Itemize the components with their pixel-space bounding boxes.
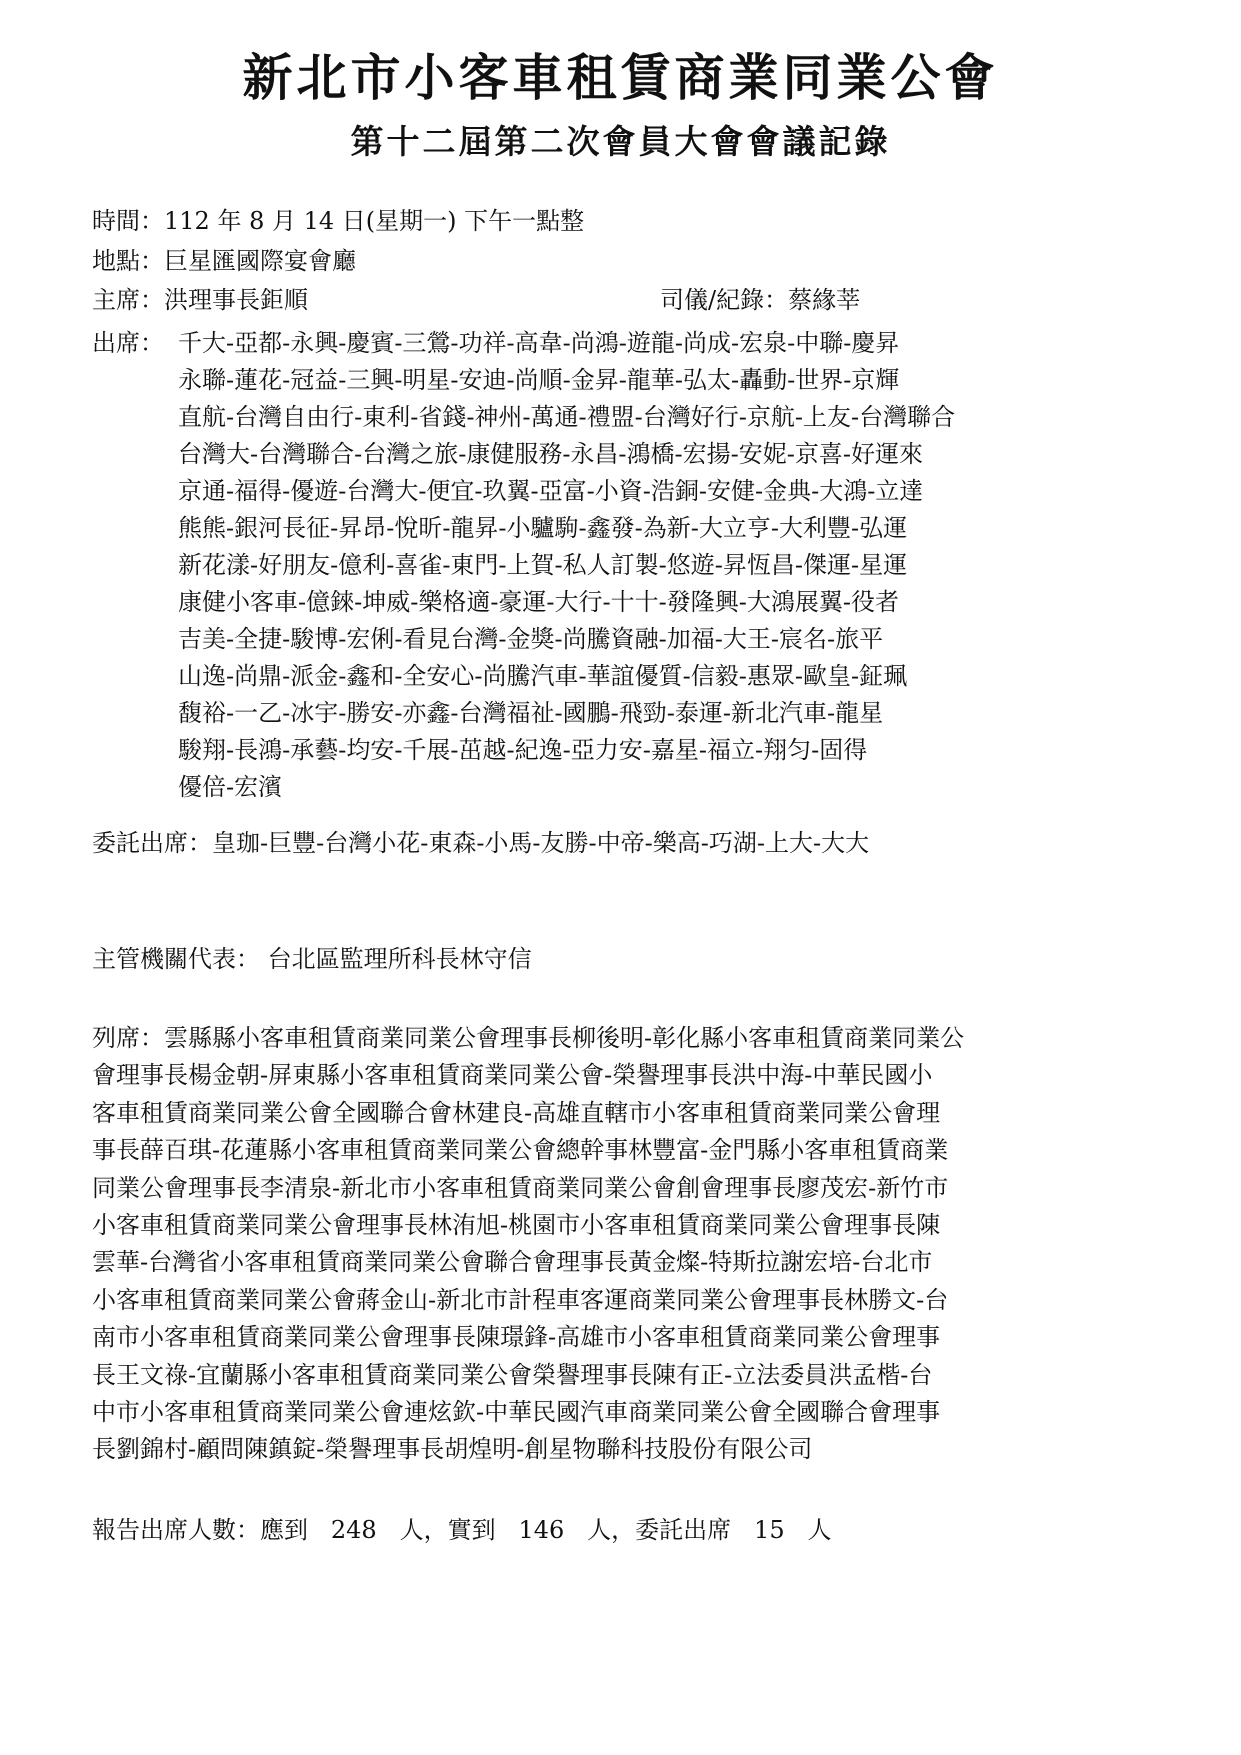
- attendance-line: 千大-亞都-永興-慶賓-三鶯-功祥-高韋-尚鴻-遊龍-尚成-宏泉-中聯-慶昇: [178, 329, 900, 357]
- attendance-line: 山逸-尚鼎-派金-鑫和-全安心-尚騰汽車-華誼優質-信毅-惠眾-歐皇-鉦珮: [178, 662, 908, 690]
- attendance-line: 優倍-宏濱: [178, 773, 283, 801]
- attendance-line: 京通-福得-優遊-台灣大-便宜-玖翼-亞富-小資-浩銅-安健-金典-大鴻-立達: [178, 477, 924, 505]
- observers-list: [92, 1020, 1152, 1469]
- attendance-label: 出席：: [92, 329, 164, 357]
- attendance-line: 馥裕-一乙-冰宇-勝安-亦鑫-台灣福祉-國鵬-飛勁-泰運-新北汽車-龍星: [178, 699, 884, 727]
- place-value: 巨星匯國際宴會廳: [164, 247, 356, 275]
- observer-line: 長劉錦村-顧問陳鎮錠-榮譽理事長胡煌明-創星物聯科技股份有限公司: [92, 1435, 813, 1464]
- observer-line: 小客車租賃商業同業公會理事長林洧旭-桃園市小客車租賃商業同業公會理事長陳: [92, 1211, 941, 1240]
- observer-line: 會理事長楊金朝-屏東縣小客車租賃商業同業公會-榮譽理事長洪中海-中華民國小: [92, 1061, 933, 1090]
- attendance-line: 駿翔-長鴻-承藝-均安-千展-茁越-紀逸-亞力安-嘉星-福立-翔匀-固得: [178, 736, 868, 764]
- attendance-count: 報告出席人數：應到 248 人，實到 146 人，委託出席 15 人: [92, 1516, 832, 1544]
- observer-line: 列席：雲縣縣小客車租賃商業同業公會理事長柳後明-彰化縣小客車租賃商業同業公: [92, 1024, 965, 1052]
- attendance-line: 熊熊-銀河長征-昇昂-悅昕-龍昇-小驢駒-鑫發-為新-大立亨-大利豐-弘運: [178, 514, 908, 542]
- chair-row: 主席：洪理事長鉅順: [92, 286, 308, 314]
- observer-line: 雲華-台灣省小客車租賃商業同業公會聯合會理事長黃金燦-特斯拉謝宏培-台北市: [92, 1248, 933, 1277]
- chair-value: 洪理事長鉅順: [164, 286, 308, 314]
- attendance-line: 吉美-全捷-駿博-宏俐-看見台灣-金獎-尚騰資融-加福-大王-宸名-旅平: [178, 625, 884, 653]
- observer-line: 同業公會理事長李清泉-新北市小客車租賃商業同業公會創會理事長廖茂宏-新竹市: [92, 1173, 949, 1202]
- time-label: 時間: [92, 207, 140, 235]
- observer-line: 客車租賃商業同業公會全國聯合會林建良-高雄直轄市小客車租賃商業同業公會理: [92, 1098, 941, 1127]
- proxy-attendance: 委託出席：皇珈-巨豐-台灣小花-東森-小馬-友勝-中帝-樂高-巧湖-上大-大大: [92, 829, 870, 857]
- authority-representative: 主管機關代表： 台北區監理所科長林守信: [92, 945, 532, 973]
- recorder: 司儀/紀錄：蔡緣莘: [660, 286, 861, 314]
- attendance-line: 永聯-蓮花-冠益-三興-明星-安迪-尚順-金昇-龍華-弘太-轟動-世界-京輝: [178, 366, 900, 394]
- observer-line: 中市小客車租賃商業同業公會連炫欽-中華民國汽車商業同業公會全國聯合會理事: [92, 1398, 941, 1427]
- time-value: 112 年 8 月 14 日(星期一) 下午一點整: [164, 207, 585, 235]
- attendance-line: 台灣大-台灣聯合-台灣之旅-康健服務-永昌-鴻橋-宏揚-安妮-京喜-好運來: [178, 440, 923, 468]
- place-row: 地點：巨星匯國際宴會廳: [92, 247, 356, 275]
- observer-line: 事長薛百琪-花蓮縣小客車租賃商業同業公會總幹事林豐富-金門縣小客車租賃商業: [92, 1136, 949, 1165]
- time-row: 時間：112 年 8 月 14 日(星期一) 下午一點整: [92, 207, 585, 235]
- document-subtitle: 第十二屆第二次會員大會會議記錄: [350, 122, 891, 161]
- attendance-line: 新花漾-好朋友-億利-喜雀-東門-上賀-私人訂製-悠遊-昇恆昌-傑運-星運: [178, 551, 908, 579]
- attendance-line: 直航-台灣自由行-東利-省錢-神州-萬通-禮盟-台灣好行-京航-上友-台灣聯合: [178, 403, 956, 431]
- document-title: 新北市小客車租賃商業同業公會: [242, 48, 999, 107]
- observer-line: 小客車租賃商業同業公會蔣金山-新北市計程車客運商業同業公會理事長林勝文-台: [92, 1285, 949, 1314]
- attendance-line: 康健小客車-億錸-坤威-樂格適-豪運-大行-十十-發隆興-大鴻展翼-役者: [178, 588, 899, 616]
- chair-label: 主席: [92, 286, 140, 314]
- observer-line: 長王文祿-宜蘭縣小客車租賃商業同業公會榮譽理事長陳有正-立法委員洪孟楷-台: [92, 1360, 933, 1389]
- place-label: 地點: [92, 247, 140, 275]
- attendance-list: [178, 325, 955, 806]
- observer-line: 南市小客車租賃商業同業公會理事長陳璟鋒-高雄市小客車租賃商業同業公會理事: [92, 1323, 941, 1352]
